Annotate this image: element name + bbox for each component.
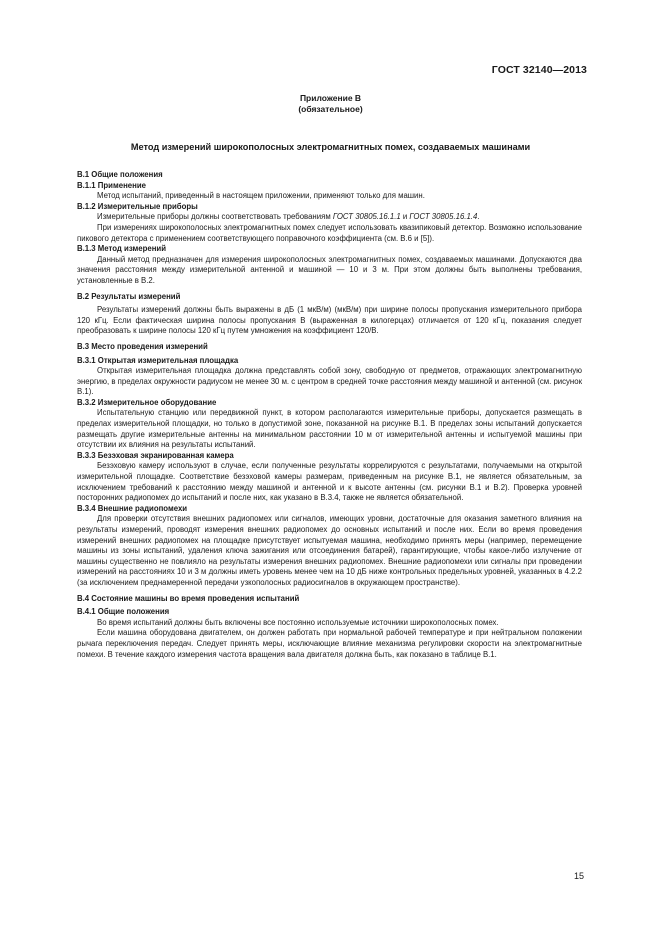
paragraph-b12-1-part-c: . [477,212,480,222]
paragraph-b12-2: При измерениях широкополосных электромагнитных помех следует использовать квазипиковый детектор. Возможно использование пикового детектора с применением соответствующего поправочного коэффициента (см. В.6 и [5]). [77,222,582,243]
section-heading-b2: В.2 Результаты измерений [77,291,181,301]
subsection-heading-b31: В.3.1 Открытая измерительная площадка [77,355,239,365]
section-heading-b4: В.4 Состояние машины во время проведения испытаний [77,593,300,603]
paragraph-b33: Безэховую камеру используют в случае, если полученные результаты коррелируются с результатами, получаемыми на открытой измерительной площадке. Соответствие безэховой камеры размерам, приведенным на рисунке В.1, не является обязательным, за исключением требований к расстоянию между машиной и антенной и к высоте антенны (см. рисунки В.1 и В.2). Проверка уровней посторонних радиопомех до испытаний и после них, как указано в В.3.4, также не является обязательной. [77,461,582,503]
section-heading-b3: В.3 Место проведения измерений [77,341,208,351]
subsection-heading-b11: В.1.1 Применение [77,180,146,190]
document-body [77,170,582,660]
section-heading-b1: В.1 Общие положения [77,170,163,179]
paragraph-b13: Данный метод предназначен для измерения широкополосных электромагнитных помех, создаваемых машинами. Допускаются два значения расстояния между измерительной антенной и машиной — 10 и 3 м. При этом должны быть выполнены требования, установленные в В.2. [77,254,582,285]
subsection-heading-b12: В.1.2 Измерительные приборы [77,201,198,211]
page-number: 15 [573,871,584,881]
paragraph-b41-2: Если машина оборудована двигателем, он должен работать при нормальной рабочей температуре и при нейтральном положении рычага переключения передач. Следует принять меры, исключающие влияние механизма регулировки скорости на электромагнитные помехи. В течение каждого измерения частота вращения вала двигателя должна быть, как показано в таблице В.1. [77,628,582,659]
paragraph-b31: Открытая измерительная площадка должна представлять собой зону, свободную от предметов, отражающих электромагнитную энергию, в пределах окружности радиусом не менее 30 м. с центром в средней точке расстояния между машиной и антенной (см. рисунок В.1). [77,366,582,397]
subsection-heading-b13: В.1.3 Метод измерений [77,244,166,254]
paragraph-b12-1-part-b: и [400,212,410,222]
annex-title: Приложение В [299,93,362,103]
paragraph-b34: Для проверки отсутствия внешних радиопомех или сигналов, имеющих уровни, достаточные для оказания заметного влияния на результаты измерений, проводят измерения внешних радиопомех до основных испытаний и после них. Если во время проведения измерений внешних радиопомех на площадке присутствует испытуемая машина, необходимо принять меры (например, перемещение машины из зоны испытаний, удаления ключа зажигания или отсоединения батарей), гарантирующие, чтобы какое-либо излучение от машины существенно не повлияло на результаты измерения внешних радиопомех. Внешние радиопомехи или сигналы при проведении измерений на расстояниях 10 и 3 м должны иметь уровень менее чем на 10 дБ ниже контрольных предельных уровней, указанных в 4.2.2 (за исключением преднамеренной передачи узкополосных радиосигналов в окружающем пространстве). [77,514,582,587]
subsection-heading-b41: В.4.1 Общие положения [77,607,170,617]
annex-heading [0,93,661,115]
standard-reference-2: ГОСТ 30805.16.1.4 [409,212,478,222]
paragraph-b41-1: Во время испытаний должны быть включены все постоянно используемые источники широкополосных помех. [97,617,499,627]
paragraph-b32: Испытательную станцию или передвижной пункт, в котором располагаются измерительные приборы, допускается размещать в пределах измерительной площадки, но только в допустимой зоне, показанной на рисунке В.1. В пределах зоны испытаний допускается размещать другие измерительные антенны на минимальном расстоянии 10 м от измерительной антенны и испытуемой машины при отсутствии их влияния на результаты испытаний. [77,408,582,450]
paragraph-b2: Результаты измерений должны быть выражены в дБ (1 мкВ/м) (мкВ/м) при ширине полосы пропускания измерительного прибора 120 кГц. Если фактическая ширина полосы пропускания В (выраженная в килогерцах) отличается от 120 кГц, показания следует преобразовать к ширине полосы 120 кГц путем умножения на коэффициент 120/В. [77,305,582,336]
subsection-heading-b32: В.3.2 Измерительное оборудование [77,397,217,407]
subsection-heading-b34: В.3.4 Внешние радиопомехи [77,503,188,513]
document-title: Метод измерений широкополосных электромагнитных помех, создаваемых машинами [130,142,531,152]
subsection-heading-b33: В.3.3 Безэховая экранированная камера [77,450,234,460]
standard-reference-1: ГОСТ 30805.16.1.1 [332,212,401,222]
annex-status: (обязательное) [298,104,363,114]
paragraph-b12-1-part-a: Измерительные приборы должны соответствовать требованиям [97,212,333,222]
standard-number: ГОСТ 32140—2013 [491,64,587,76]
paragraph-b11: Метод испытаний, приведенный в настоящем приложении, применяют только для машин. [97,191,425,201]
paragraph-b12-1 [77,212,582,223]
